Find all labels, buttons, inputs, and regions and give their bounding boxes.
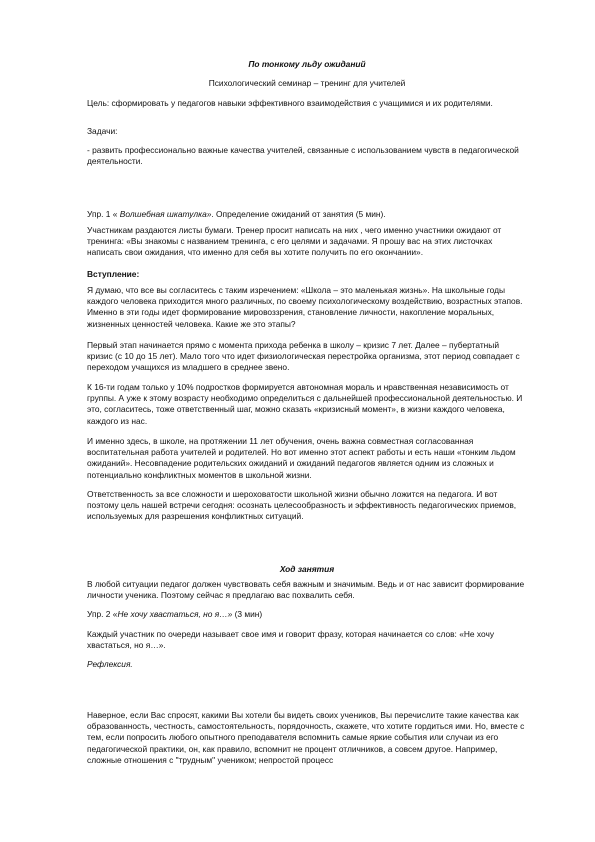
goal-paragraph: Цель: сформировать у педагогов навыки эффективного взаимодействия с учащимися и их родителями.: [87, 98, 493, 108]
exercise-2-suffix: (3 мин): [232, 609, 263, 619]
exercise-2-heading: [87, 609, 527, 620]
exercise-1-prefix: Упр. 1 «: [87, 209, 120, 219]
exercise-2-description: Каждый участник по очереди называет свое имя и говорит фразу, которая начинается со слов: «Не хочу хвастаться, но я…».: [87, 629, 495, 651]
document-subtitle: Психологический семинар – тренинг для учителей: [208, 78, 406, 88]
exercise-1-name: Волшебная шкатулка»: [119, 209, 212, 219]
course-paragraph: В любой ситуации педагог должен чувствовать себя важным и значимым. Ведь и от нас зависит формирование личности ученика. Поэтому сейчас я предлагаю вас похвалить себя.: [87, 579, 525, 601]
exercise-1-description: Участникам раздаются листы бумаги. Тренер просит написать на них , чего именно участники ожидают от тренинга: «Вы знакомы с названием тренинга, с его целями и задачами. Я прошу вас на этих листочках написать свои ожидания, что именно для себя вы хотите получить по его окончании».: [87, 225, 502, 258]
exercise-1-heading: [87, 209, 527, 220]
exercise-2-name: Не хочу хвастаться, но я…»: [117, 609, 233, 619]
task-item: - развить профессионально важные качества учителей, связанные с использованием чувств в педагогической деятельности.: [87, 145, 519, 167]
tasks-label: Задачи:: [87, 126, 118, 136]
intro-paragraph: Ответственность за все сложности и шероховатости школьной жизни обычно ложится на педагога. И вот поэтому цель нашей встречи сегодня: осознать целесообразность и эффективность педагогических приемов, используемых для разрешения конфликтных ситуаций.: [87, 489, 517, 522]
exercise-1-suffix: . Определение ожиданий от занятия (5 мин).: [211, 209, 386, 219]
intro-paragraph: К 16-ти годам только у 10% подростков формируется автономная мораль и нравственная независимость от группы. А уже к этому возрасту необходимо определиться с дальнейшей профессиональной деятельностью. И это, согласитесь, тоже ответственный шаг, можно сказать «кризисный момент», в жизни каждого человека, каждого из нас.: [87, 382, 523, 426]
course-heading: Ход занятия: [279, 564, 335, 574]
exercise-2-prefix: Упр. 2 «: [87, 609, 118, 619]
intro-heading: Вступление:: [87, 269, 140, 279]
intro-paragraph: Я думаю, что все вы согласитесь с таким изречением: «Школа – это маленькая жизнь». На школьные годы каждого человека приходится много различных, по своему психологическому воздействию, возрастных этапов. Именно в эти годы идет формирование мировоззрения, становление личности, накопление моральных, жизненных ценностей человека. Какие же это этапы?: [87, 285, 523, 329]
document-title: По тонкому льду ожиданий: [248, 59, 366, 69]
intro-paragraph: Первый этап начинается прямо с момента прихода ребенка в школу – кризис 7 лет. Далее – пубертатный кризис (с 10 до 15 лет). Мало того что идет физиологическая перестройка организма, этот период совпадает с переходом учащихся из младшего в среднее звено.: [87, 340, 520, 373]
closing-paragraph: Наверное, если Вас спросят, какими Вы хотели бы видеть своих учеников, Вы перечислите такие качества как образованность, честность, самостоятельность, порядочность, скажете, что хотите гордиться ими. Но, вместе с тем, если попросить любого опытного преподавателя вспомнить самые яркие события или случаи из его педагогической практики, он, как правило, вспомнит не процент отличников, а совсем другое. Например, сложные отношения с "трудным" учеником; непростой процесс: [87, 710, 525, 765]
intro-paragraph: И именно здесь, в школе, на протяжении 11 лет обучения, очень важна совместная согласованная воспитательная работа учителей и родителей. Но вот именно этот аспект работы и есть наши «тонким льдом ожиданий». Несовпадение родительских ожиданий и ожиданий педагогов является одним из сложных и потенциально конфликтных моментов в школьной жизни.: [87, 436, 516, 480]
reflection-label: Рефлексия.: [87, 659, 133, 669]
